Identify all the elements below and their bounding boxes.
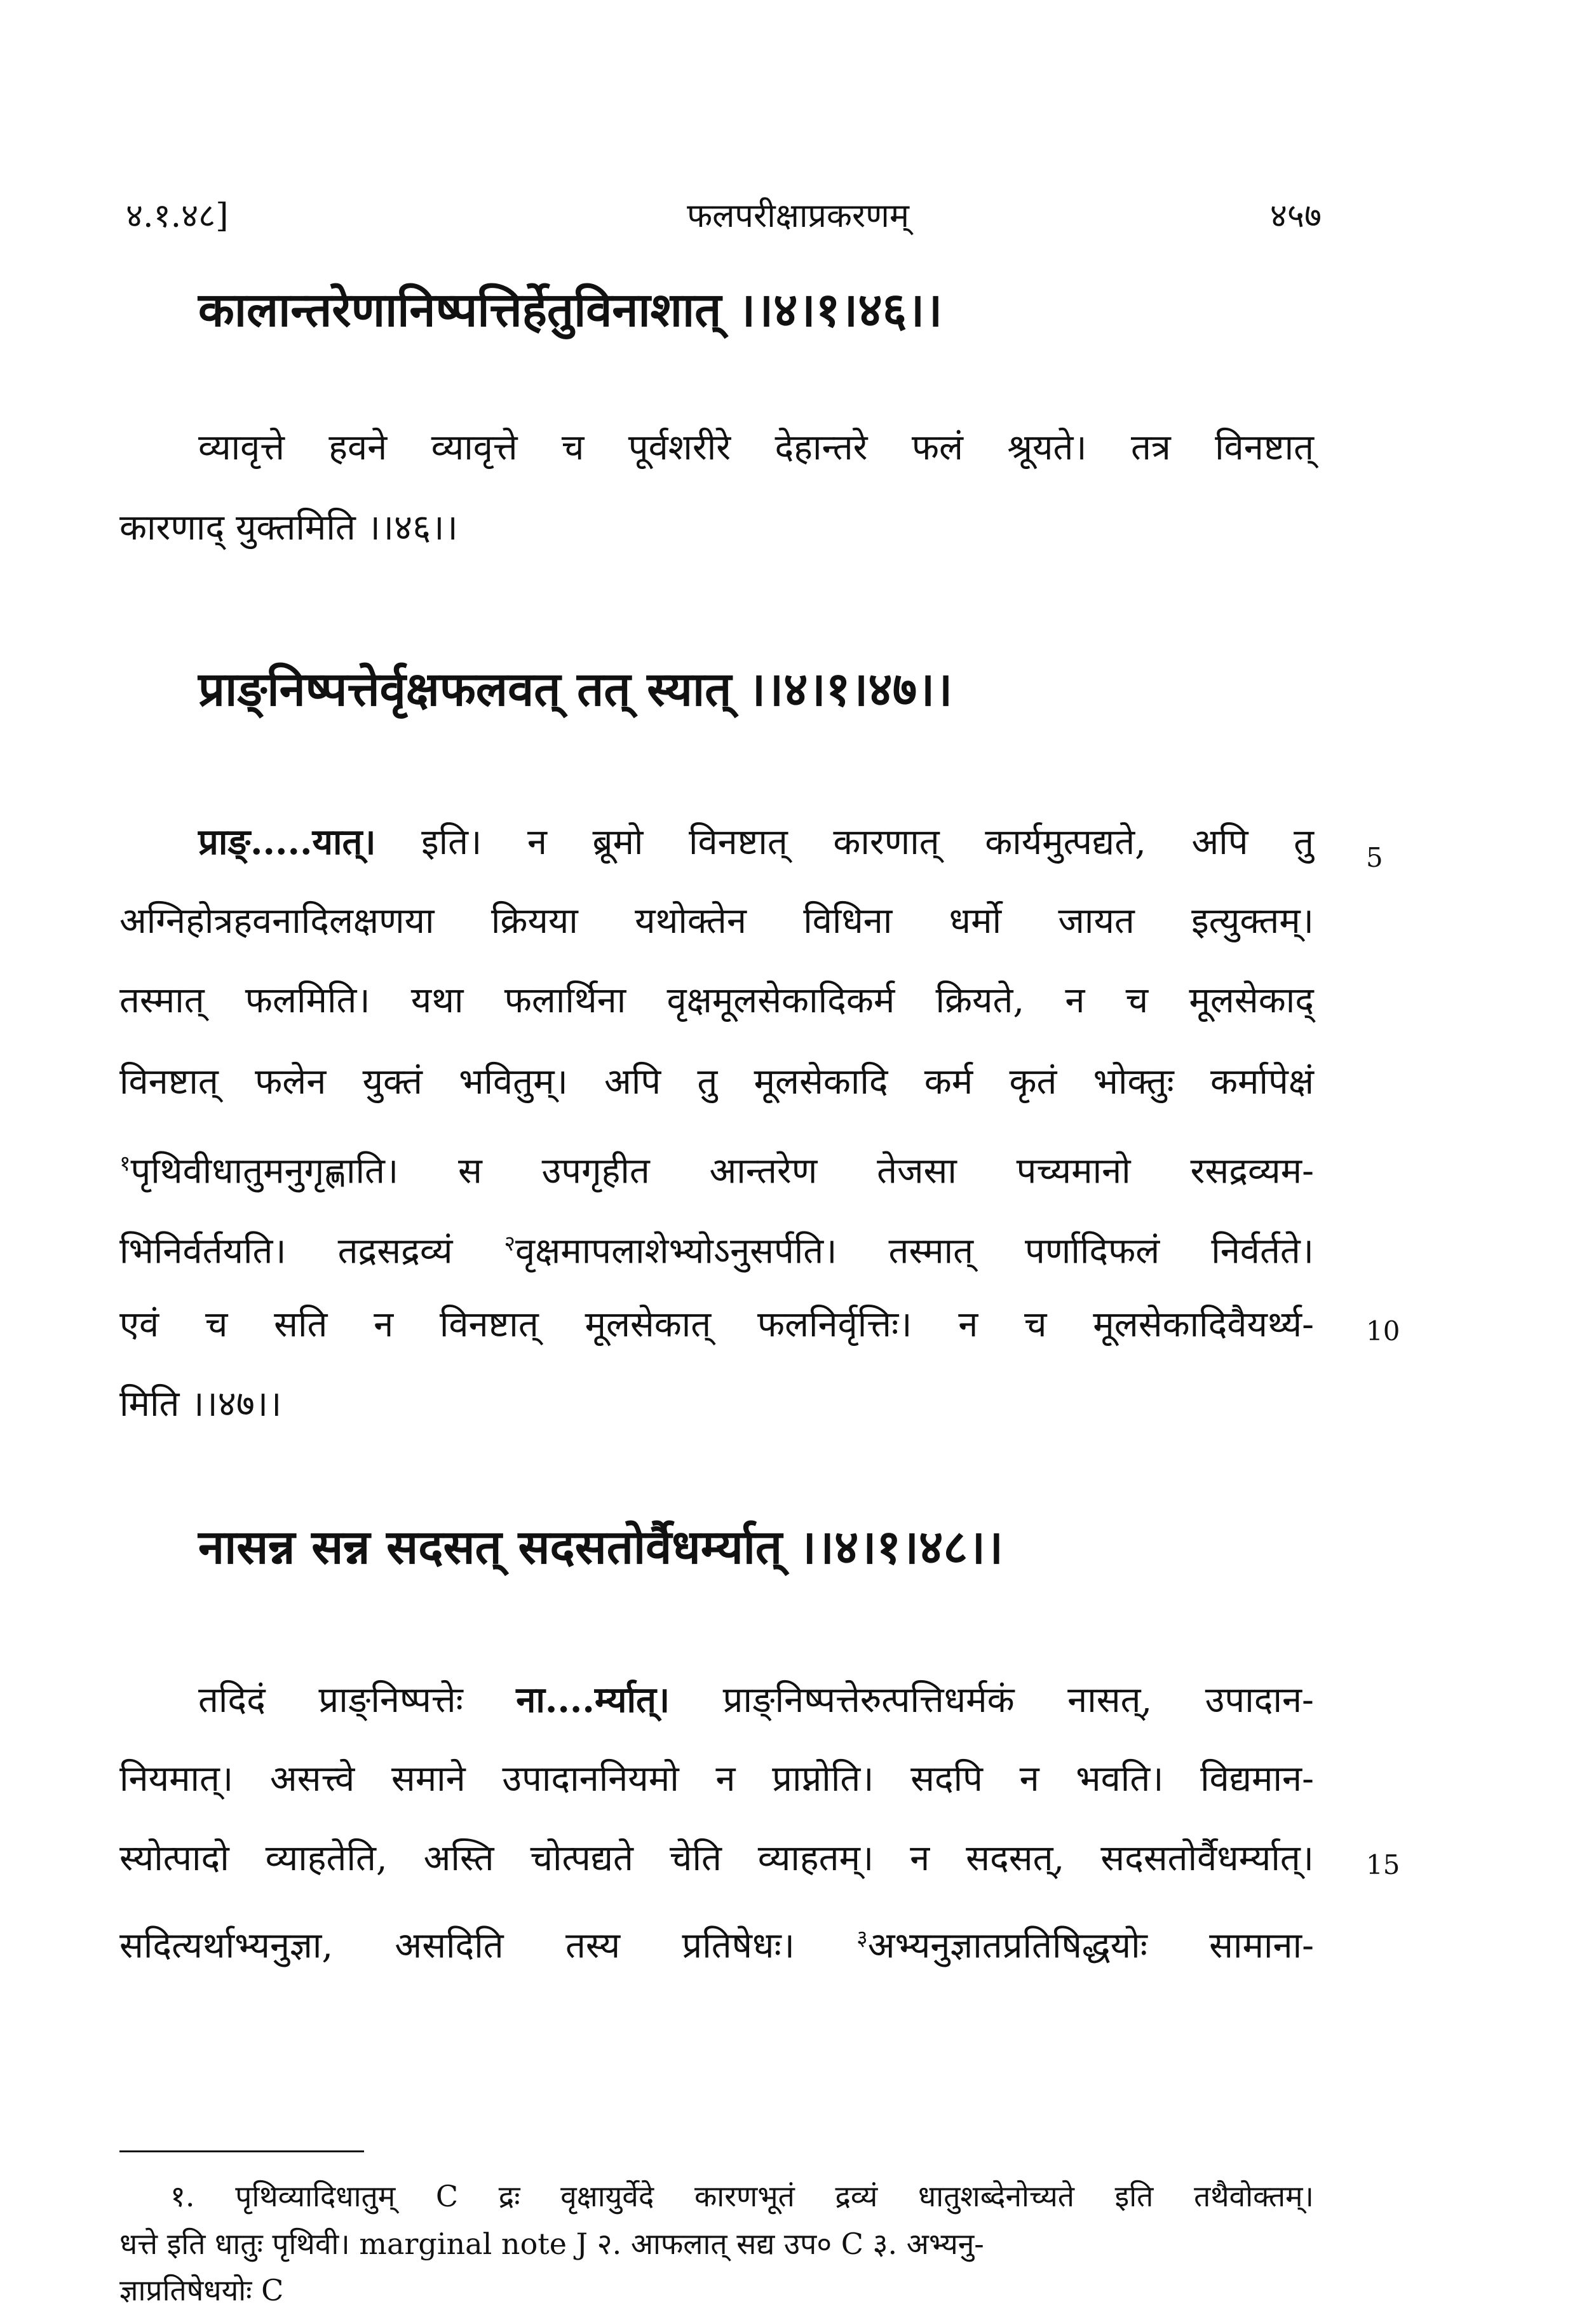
pratika-47: प्राङ्.....यात्।: [198, 821, 376, 863]
footnote-marker-1: १: [119, 1151, 131, 1176]
footnote-separator: [119, 2150, 364, 2152]
line-number-5: 5: [1366, 842, 1383, 873]
footnote-marker-3: ३: [856, 1925, 868, 1950]
commentary-47-line-2: अग्निहोत्रहवनादिलक्षणया क्रियया यथोक्तेन विधिना धर्मो जायत इत्युक्तम्।: [119, 900, 1314, 942]
commentary-46-line-2: कारणाद् युक्तमिति ।।४६।।: [119, 507, 458, 548]
commentary-47-line-6-a: भिनिर्वर्तयति। तद्रसद्रव्यं: [119, 1230, 504, 1272]
header-chapter-title: फलपरीक्षाप्रकरणम्: [687, 197, 909, 235]
commentary-48-line-4-a: सदित्यर्थाभ्यनुज्ञा, असदिति तस्य प्रतिषेधः।: [119, 1925, 857, 1967]
commentary-48-line-1: [198, 1671, 1314, 1729]
commentary-47-line-1-text: इति। न ब्रूमो विनष्टात् कारणात् कार्यमुत्पद्यते, अपि तु: [375, 822, 1314, 863]
commentary-47-line-6: [119, 1215, 1314, 1280]
commentary-48-line-1-b: प्राङ्निष्पत्तेरुत्पत्तिधर्मकं नासत्, उपादान-: [670, 1680, 1314, 1721]
commentary-47-line-5-text: पृथिवीधातुमनुगृह्णाति। स उपगृहीत आन्तरेण तेजसा पच्यमानो रसद्रव्यम-: [130, 1150, 1314, 1192]
commentary-47-line-5: [119, 1135, 1314, 1200]
footnote-line-1: १. पृथिव्यादिधातुम् C द्रः वृक्षायुर्वेदे कारणभूतं द्रव्यं धातुशब्देनोच्यते इति तथैवोक्तम्।: [170, 2179, 1314, 2213]
commentary-46-line-1: व्यावृत्ते हवने व्यावृत्ते च पूर्वशरीरे देहान्तरे फलं श्रूयते। तत्र विनष्टात्: [198, 427, 1314, 468]
commentary-48-line-1-a: तदिदं प्राङ्निष्पत्तेः: [198, 1680, 517, 1721]
commentary-48-line-4-b: अभ्यनुज्ञातप्रतिषिद्धयोः सामाना-: [867, 1925, 1314, 1967]
commentary-48-line-2: नियमात्। असत्त्वे समाने उपादाननियमो न प्राप्नोति। सदपि न भवति। विद्यमान-: [119, 1758, 1314, 1800]
line-number-10: 10: [1366, 1315, 1400, 1347]
commentary-47-line-8: मिति ।।४७।।: [119, 1383, 282, 1425]
commentary-47-line-3: तस्मात् फलमिति। यथा फलार्थिना वृक्षमूलसेकादिकर्म क्रियते, न च मूलसेकाद्: [119, 980, 1314, 1021]
sutra-48: नासन्न सन्न सदसत् सदसतोर्वैधर्म्यात् ।।४।१।४८।।: [198, 1520, 1004, 1575]
footnote-line-3: ज्ञाप्रतिषेधयोः C: [119, 2273, 284, 2307]
line-number-15: 15: [1366, 1849, 1400, 1880]
commentary-47-line-1: [198, 813, 1314, 871]
commentary-47-line-7: एवं च सति न विनष्टात् मूलसेकात् फलनिर्वृत्तिः। न च मूलसेकादिवैयर्थ्य-: [119, 1304, 1314, 1345]
header-page-number: ४५७: [1269, 197, 1322, 235]
pratika-48: ना....र्म्यात्।: [516, 1679, 670, 1721]
header-section-number: ४.१.४८]: [126, 197, 229, 235]
sutra-47: प्राङ्निष्पत्तेर्वृक्षफलवत् तत् स्यात् ।।४।१।४७।।: [198, 662, 953, 717]
commentary-48-line-3: स्योत्पादो व्याहतेति, अस्ति चोत्पद्यते चेति व्याहतम्। न सदसत्, सदसतोर्वैधर्म्यात्।: [119, 1838, 1314, 1879]
commentary-47-line-4: विनष्टात् फलेन युक्तं भवितुम्। अपि तु मूलसेकादि कर्म कृतं भोक्तुः कर्मापेक्षं: [119, 1061, 1314, 1103]
footnote-marker-2: २: [504, 1231, 515, 1256]
commentary-47-line-6-b: वृक्षमापलाशेभ्योऽनुसर्पति। तस्मात् पर्णादिफलं निर्वर्तते।: [515, 1230, 1315, 1272]
commentary-48-line-4: [119, 1910, 1314, 1975]
sutra-46: कालान्तरेणानिष्पत्तिर्हेतुविनाशात् ।।४।१।४६।।: [198, 283, 943, 337]
footnote-line-2: धत्ते इति धातुः पृथिवी। marginal note J २. आफलात् सद्य उप० C ३. अभ्यनु-: [119, 2227, 984, 2261]
